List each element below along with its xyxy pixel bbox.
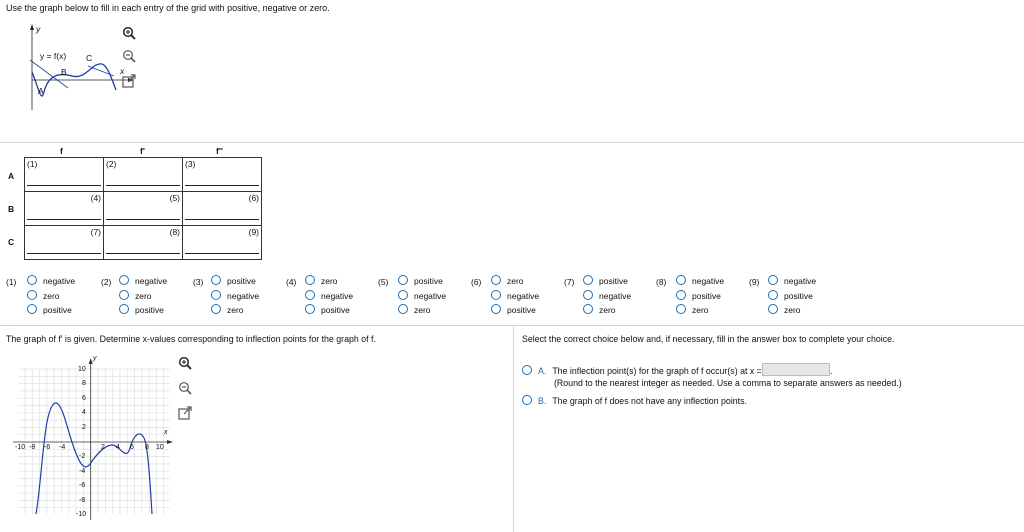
radio-option[interactable] bbox=[305, 303, 353, 318]
col-header-f: f bbox=[60, 146, 63, 156]
option-a-hint: (Round to the nearest integer as needed. Use a comma to separate answers as needed.) bbox=[554, 378, 902, 388]
y-tick: -6 bbox=[79, 482, 86, 489]
radio-option[interactable] bbox=[211, 274, 259, 289]
y-tick: 8 bbox=[82, 380, 86, 387]
grid-cell[interactable] bbox=[183, 226, 262, 260]
radio-option[interactable] bbox=[768, 274, 816, 289]
question-text: The graph of f' is given. Determine x-values corresponding to inflection points for the graph of f. bbox=[6, 334, 376, 344]
radio-option[interactable] bbox=[211, 303, 259, 318]
option-label: zero bbox=[599, 305, 616, 315]
option-label: zero bbox=[692, 305, 709, 315]
top-graph-x-label: x bbox=[120, 66, 125, 76]
choice-group-label: (7) bbox=[564, 277, 575, 287]
y-tick: -4 bbox=[79, 468, 86, 475]
cell-number: (6) bbox=[248, 193, 259, 203]
choice-group-9 bbox=[768, 274, 816, 318]
row-header-b: B bbox=[8, 204, 15, 214]
grid-cell[interactable] bbox=[25, 158, 104, 192]
option-b[interactable] bbox=[522, 395, 747, 406]
option-b-letter: B. bbox=[538, 396, 547, 406]
option-label: positive bbox=[321, 305, 350, 315]
option-label: positive bbox=[135, 305, 164, 315]
option-label: positive bbox=[43, 305, 72, 315]
radio-button[interactable] bbox=[398, 304, 408, 314]
option-label: negative bbox=[135, 276, 168, 286]
choice-group-label: (5) bbox=[378, 277, 389, 287]
option-label: zero bbox=[321, 276, 338, 286]
option-label: positive bbox=[507, 305, 536, 315]
radio-option[interactable] bbox=[27, 274, 75, 289]
cell-answer-line bbox=[185, 219, 259, 220]
choice-group-label: (8) bbox=[656, 277, 667, 287]
y-tick: 10 bbox=[78, 366, 86, 373]
cell-number: (4) bbox=[90, 193, 101, 203]
option-a-letter: A. bbox=[538, 366, 547, 376]
row-header-a: A bbox=[8, 171, 15, 181]
radio-option[interactable] bbox=[119, 289, 167, 304]
option-label: negative bbox=[321, 290, 354, 301]
cell-number: (7) bbox=[90, 227, 101, 237]
y-tick: -10 bbox=[76, 511, 87, 518]
cell-number: (5) bbox=[169, 193, 180, 203]
grid-cell[interactable] bbox=[25, 226, 104, 260]
bottom-graph-x-label: x bbox=[164, 429, 168, 436]
choice-group-label: (6) bbox=[471, 277, 482, 287]
option-label: zero bbox=[414, 305, 431, 315]
radio-button[interactable] bbox=[211, 304, 221, 314]
radio-option[interactable] bbox=[491, 274, 539, 289]
radio-option[interactable] bbox=[398, 274, 446, 289]
cell-answer-line bbox=[106, 253, 180, 254]
y-tick: 2 bbox=[82, 424, 86, 431]
radio-option[interactable] bbox=[398, 289, 446, 304]
radio-button[interactable] bbox=[211, 275, 221, 285]
x-tick: -4 bbox=[59, 444, 66, 451]
choice-group-label: (1) bbox=[6, 277, 17, 287]
radio-button[interactable] bbox=[522, 395, 532, 405]
option-label: zero bbox=[227, 305, 244, 315]
bottom-graph-y-label: y bbox=[93, 355, 97, 362]
col-header-f-prime: f' bbox=[140, 146, 145, 156]
x-tick: -6 bbox=[44, 444, 51, 451]
radio-button[interactable] bbox=[768, 275, 778, 285]
cell-number: (9) bbox=[248, 227, 259, 237]
radio-button[interactable] bbox=[768, 290, 778, 300]
cell-answer-line bbox=[27, 185, 101, 186]
select-prompt: Select the correct choice below and, if necessary, fill in the answer box to complete your choice. bbox=[522, 334, 895, 344]
radio-button[interactable] bbox=[305, 275, 315, 285]
option-label: negative bbox=[414, 290, 447, 301]
grid-cell[interactable] bbox=[183, 192, 262, 226]
option-a[interactable]: A. The inflection point(s) for the graph of f occur(s) at x = . bbox=[522, 363, 832, 376]
col-header-f-double-prime: f'' bbox=[216, 146, 223, 156]
radio-button[interactable] bbox=[119, 275, 129, 285]
choice-group-5 bbox=[398, 274, 446, 318]
choice-group-7 bbox=[583, 274, 631, 318]
radio-button[interactable] bbox=[305, 304, 315, 314]
popout-icon[interactable] bbox=[122, 74, 136, 88]
radio-option[interactable] bbox=[119, 303, 167, 318]
cell-answer-line bbox=[27, 253, 101, 254]
radio-option[interactable] bbox=[768, 289, 816, 304]
option-label: negative bbox=[507, 290, 540, 301]
y-tick: -8 bbox=[79, 497, 86, 504]
grid-cell[interactable] bbox=[104, 158, 183, 192]
option-a-text: The inflection point(s) for the graph of f occur(s) at x = bbox=[552, 366, 762, 376]
radio-option[interactable] bbox=[676, 274, 724, 289]
cell-answer-line bbox=[106, 219, 180, 220]
cell-answer-line bbox=[185, 185, 259, 186]
y-tick: -2 bbox=[79, 453, 86, 460]
cell-number: (3) bbox=[185, 159, 196, 169]
x-tick: 2 bbox=[101, 444, 105, 451]
option-label: negative bbox=[43, 276, 76, 286]
radio-button[interactable] bbox=[491, 304, 501, 314]
top-graph-y-label: y bbox=[36, 24, 41, 34]
point-c-label: C bbox=[86, 53, 93, 63]
choice-group-2 bbox=[119, 274, 167, 318]
zoom-out-icon[interactable] bbox=[122, 49, 136, 63]
radio-button[interactable] bbox=[211, 290, 221, 300]
radio-option[interactable] bbox=[768, 303, 816, 318]
radio-button[interactable] bbox=[583, 275, 593, 285]
option-b-text: The graph of f does not have any inflection points. bbox=[552, 396, 747, 406]
x-tick: -10 bbox=[15, 444, 26, 451]
choice-group-label: (4) bbox=[286, 277, 297, 287]
row-header-c: C bbox=[8, 237, 15, 247]
option-label: zero bbox=[784, 305, 801, 315]
radio-button[interactable] bbox=[27, 304, 37, 314]
grid-cell[interactable] bbox=[104, 192, 183, 226]
radio-button[interactable] bbox=[583, 304, 593, 314]
popout-icon[interactable] bbox=[178, 406, 192, 420]
zoom-in-icon[interactable] bbox=[178, 356, 192, 370]
divider bbox=[0, 142, 1024, 143]
y-tick: 6 bbox=[82, 395, 86, 402]
answer-input[interactable] bbox=[762, 363, 830, 376]
x-tick: 4 bbox=[116, 444, 120, 451]
radio-option[interactable] bbox=[119, 274, 167, 289]
cell-number: (1) bbox=[27, 159, 38, 169]
point-b-label: B bbox=[61, 67, 67, 77]
radio-option[interactable] bbox=[583, 274, 631, 289]
radio-button[interactable] bbox=[676, 290, 686, 300]
radio-button[interactable] bbox=[583, 290, 593, 300]
option-label: positive bbox=[784, 290, 813, 301]
radio-option[interactable] bbox=[583, 303, 631, 318]
cell-number: (8) bbox=[169, 227, 180, 237]
point-a-label: A bbox=[38, 86, 44, 96]
radio-button[interactable] bbox=[119, 290, 129, 300]
x-tick: 8 bbox=[145, 444, 149, 451]
option-label: zero bbox=[507, 276, 524, 286]
zoom-out-icon[interactable] bbox=[178, 381, 192, 395]
zoom-in-icon[interactable] bbox=[122, 26, 136, 40]
choice-group-4 bbox=[305, 274, 353, 318]
cell-answer-line bbox=[27, 219, 101, 220]
radio-button[interactable] bbox=[119, 304, 129, 314]
radio-option[interactable] bbox=[305, 289, 353, 304]
option-label: zero bbox=[43, 290, 60, 301]
radio-option[interactable] bbox=[583, 289, 631, 304]
radio-option[interactable] bbox=[211, 289, 259, 304]
radio-button[interactable] bbox=[491, 290, 501, 300]
choice-group-3 bbox=[211, 274, 259, 318]
grid-cell[interactable] bbox=[183, 158, 262, 192]
answer-grid bbox=[24, 157, 262, 260]
y-tick: 4 bbox=[82, 409, 86, 416]
radio-option[interactable] bbox=[676, 289, 724, 304]
radio-option[interactable] bbox=[491, 303, 539, 318]
radio-option[interactable] bbox=[27, 289, 75, 304]
radio-button[interactable] bbox=[27, 290, 37, 300]
x-tick: 10 bbox=[156, 444, 164, 451]
radio-option[interactable] bbox=[398, 303, 446, 318]
radio-button[interactable] bbox=[398, 275, 408, 285]
option-label: positive bbox=[227, 276, 256, 286]
grid-cell[interactable] bbox=[25, 192, 104, 226]
option-label: positive bbox=[692, 290, 721, 301]
radio-button[interactable] bbox=[27, 275, 37, 285]
option-label: positive bbox=[599, 276, 628, 286]
choice-group-1 bbox=[27, 274, 75, 318]
radio-button[interactable] bbox=[491, 275, 501, 285]
radio-option[interactable] bbox=[305, 274, 353, 289]
choice-group-6 bbox=[491, 274, 539, 318]
radio-button[interactable] bbox=[398, 290, 408, 300]
option-label: negative bbox=[599, 290, 632, 301]
choice-group-label: (3) bbox=[193, 277, 204, 287]
radio-button[interactable] bbox=[768, 304, 778, 314]
choice-group-label: (2) bbox=[101, 277, 112, 287]
option-label: negative bbox=[784, 276, 817, 286]
x-tick: 6 bbox=[130, 444, 134, 451]
grid-cell[interactable] bbox=[104, 226, 183, 260]
option-label: negative bbox=[692, 276, 725, 286]
instructions: Use the graph below to fill in each entry of the grid with positive, negative or zero. bbox=[6, 3, 330, 13]
radio-button[interactable] bbox=[305, 290, 315, 300]
top-graph-f-label: y = f(x) bbox=[40, 51, 67, 61]
radio-button[interactable] bbox=[676, 275, 686, 285]
option-label: zero bbox=[135, 290, 152, 301]
option-label: negative bbox=[227, 290, 260, 301]
choice-group-label: (9) bbox=[749, 277, 760, 287]
cell-number: (2) bbox=[106, 159, 117, 169]
radio-option[interactable] bbox=[491, 289, 539, 304]
radio-option[interactable] bbox=[676, 303, 724, 318]
option-label: positive bbox=[414, 276, 443, 286]
cell-answer-line bbox=[106, 185, 180, 186]
divider bbox=[0, 325, 1024, 326]
x-tick: -8 bbox=[29, 444, 36, 451]
radio-option[interactable] bbox=[27, 303, 75, 318]
choice-group-8 bbox=[676, 274, 724, 318]
cell-answer-line bbox=[185, 253, 259, 254]
column-divider bbox=[513, 325, 514, 532]
radio-button[interactable] bbox=[522, 365, 532, 375]
radio-button[interactable] bbox=[676, 304, 686, 314]
derivative-graph bbox=[10, 352, 180, 522]
